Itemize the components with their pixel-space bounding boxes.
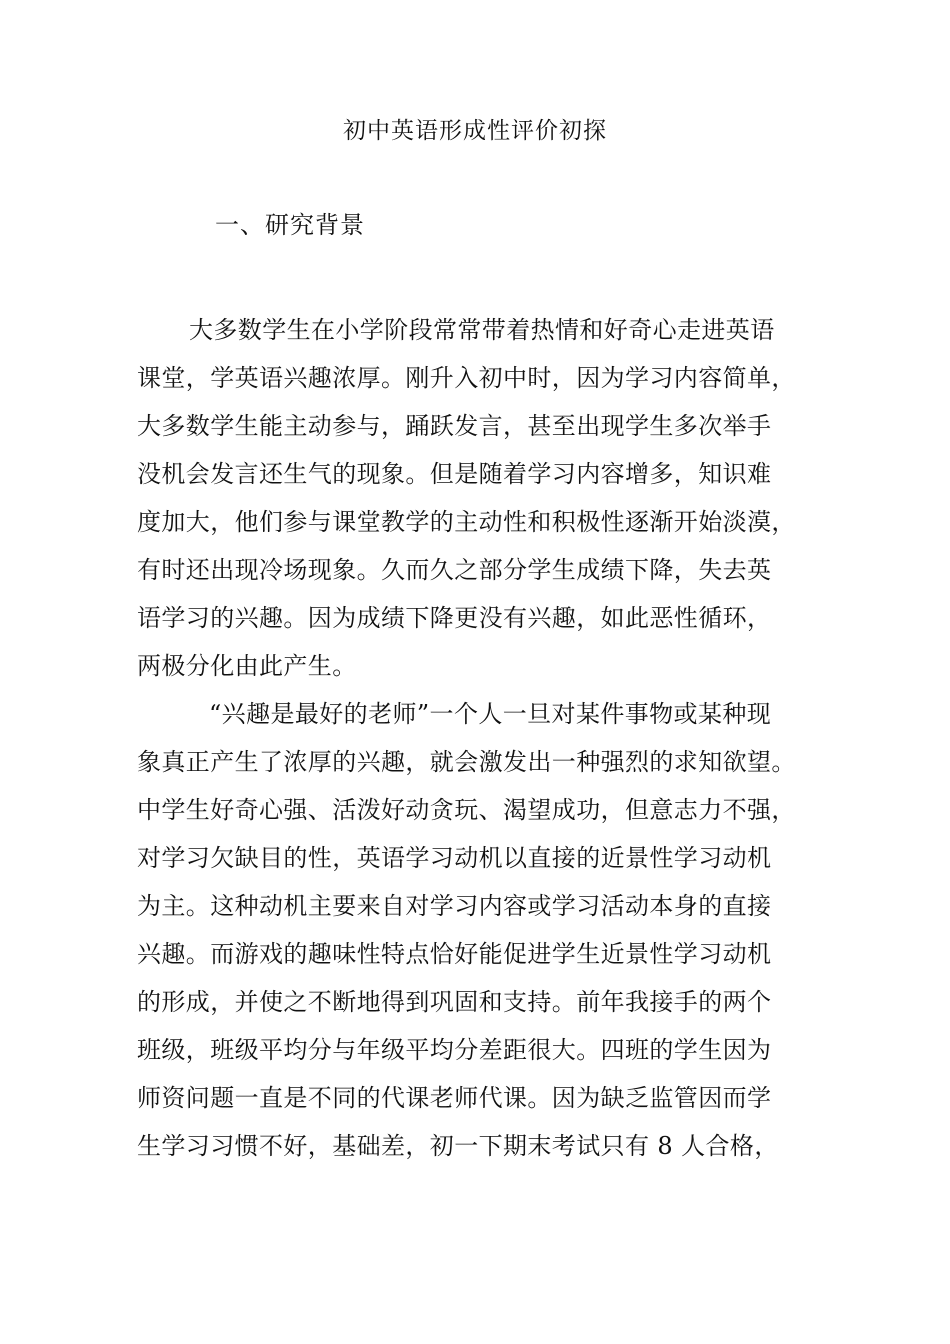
text-line: 对学习欠缺目的性，英语学习动机以直接的近景性学习动机 (137, 844, 772, 872)
paragraph-1 (137, 306, 827, 690)
text-line: “兴趣是最好的老师”一个人一旦对某件事物或某种现 (209, 700, 772, 728)
text-line: 课堂，学英语兴趣浓厚。刚升入初中时，因为学习内容简单， (137, 364, 796, 392)
text-line: 生学习习惯不好，基础差，初一下期末考试只有 8 人合格， (137, 1132, 779, 1160)
text-line: 师资问题一直是不同的代课老师代课。因为缺乏监管因而学 (137, 1084, 772, 1112)
text-line: 兴趣。而游戏的趣味性特点恰好能促进学生近景性学习动机 (137, 940, 772, 968)
text-line: 大多数学生在小学阶段常常带着热情和好奇心走进英语 (189, 316, 775, 344)
text-line: 的形成，并使之不断地得到巩固和支持。前年我接手的两个 (137, 988, 772, 1016)
section-heading: 一、研究背景 (215, 211, 365, 239)
text-line: 两极分化由此产生。 (137, 652, 357, 680)
document-title: 初中英语形成性评价初探 (343, 118, 607, 144)
text-line: 班级，班级平均分与年级平均分差距很大。四班的学生因为 (137, 1036, 772, 1064)
text-line: 大多数学生能主动参与，踊跃发言，甚至出现学生多次举手 (137, 412, 772, 440)
text-line: 度加大，他们参与课堂教学的主动性和积极性逐渐开始淡漠， (137, 508, 796, 536)
text-line: 有时还出现冷场现象。久而久之部分学生成绩下降，失去英 (137, 556, 772, 584)
text-line: 中学生好奇心强、活泼好动贪玩、渴望成功，但意志力不强， (137, 796, 796, 824)
paragraph-2 (137, 690, 827, 1170)
document-body (137, 306, 827, 1170)
text-line: 象真正产生了浓厚的兴趣，就会激发出一种强烈的求知欲望。 (137, 748, 796, 776)
text-line: 为主。这种动机主要来自对学习内容或学习活动本身的直接 (137, 892, 772, 920)
text-line: 没机会发言还生气的现象。但是随着学习内容增多，知识难 (137, 460, 772, 488)
text-line: 语学习的兴趣。因为成绩下降更没有兴趣，如此恶性循环， (137, 604, 772, 632)
